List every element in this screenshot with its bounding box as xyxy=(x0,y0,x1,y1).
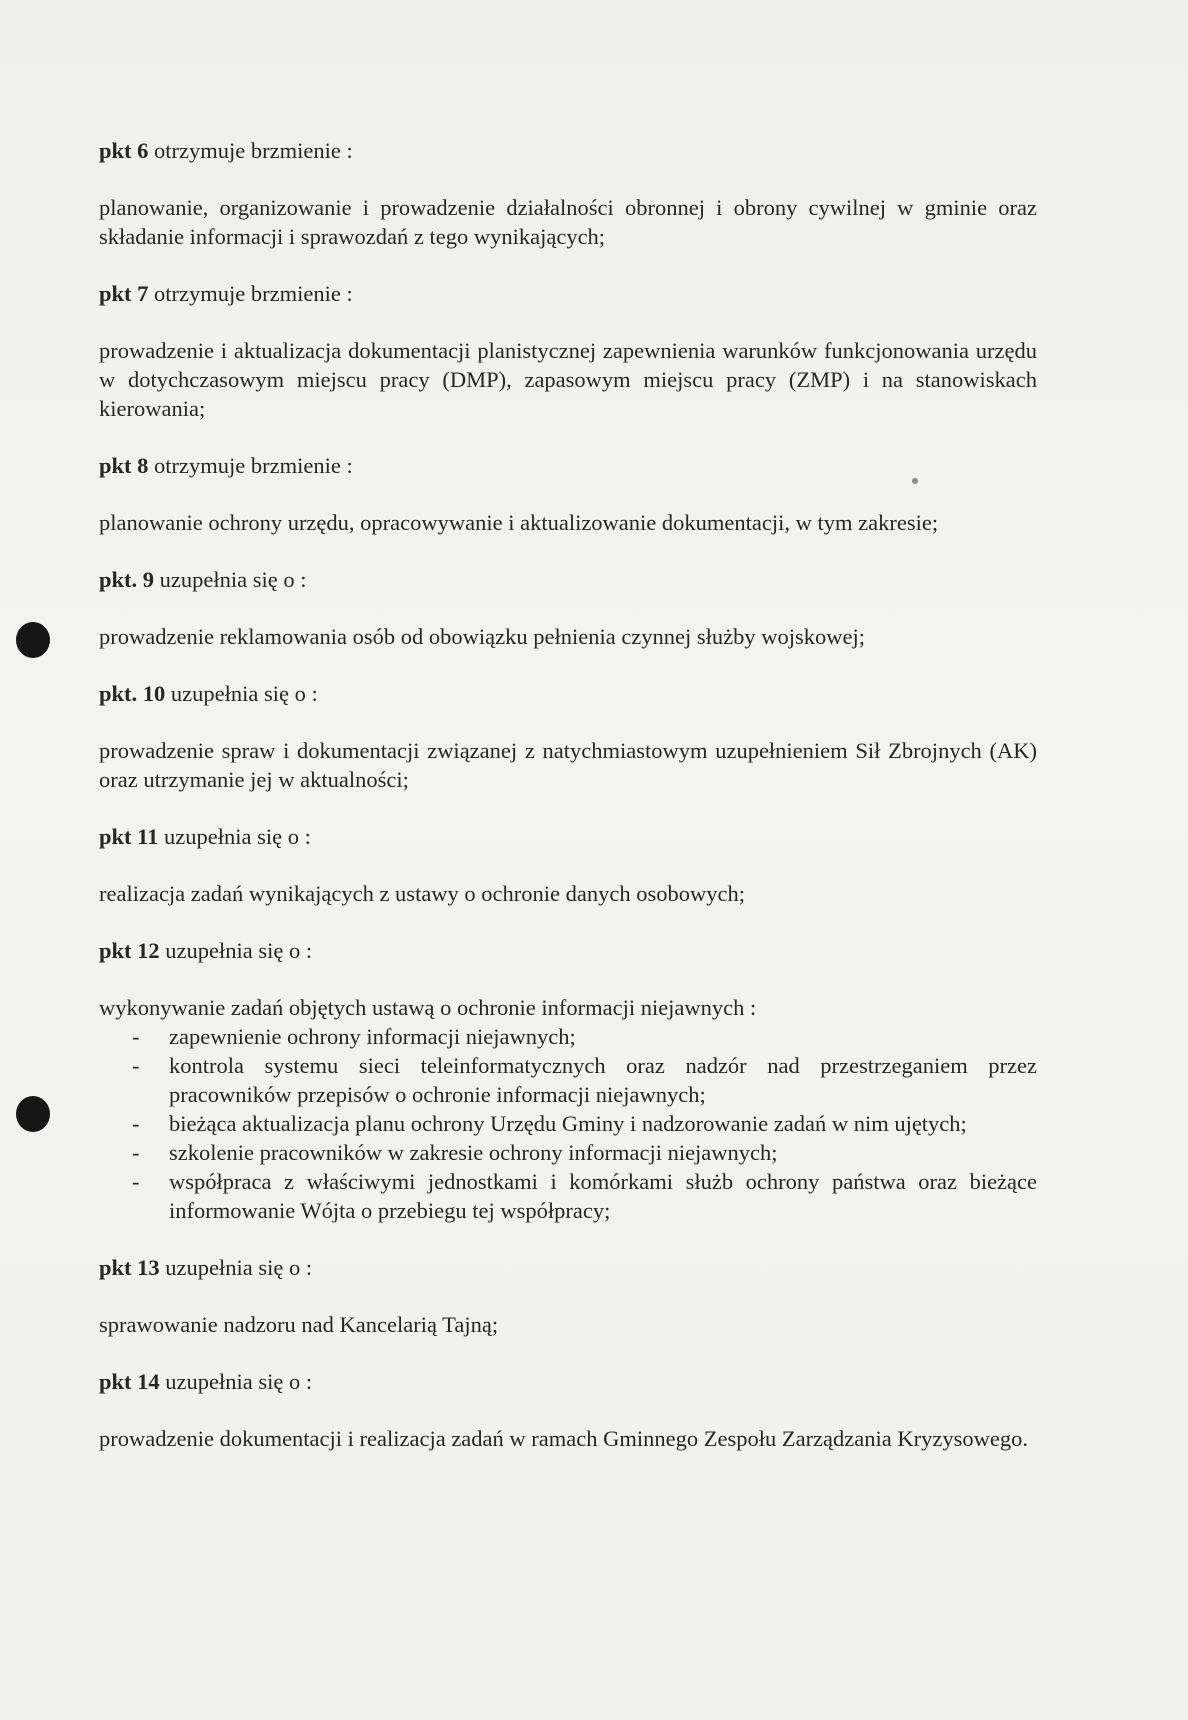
section-number: pkt 8 xyxy=(99,453,149,478)
section-number: pkt 7 xyxy=(99,281,149,306)
section-heading xyxy=(99,1253,1037,1282)
section-heading xyxy=(99,565,1037,594)
list-dash: - xyxy=(132,1169,140,1194)
section-heading xyxy=(99,136,1037,165)
section-heading xyxy=(99,822,1037,851)
section-action: uzupełnia się o : xyxy=(165,1255,313,1280)
section-text: prowadzenie dokumentacji i realizacja zadań w ramach Gminnego Zespołu Zarządzania Kryzysowego. xyxy=(99,1426,1028,1451)
list-item xyxy=(99,1109,1037,1138)
section-number: pkt 13 xyxy=(99,1255,160,1280)
section-action: uzupełnia się o : xyxy=(164,824,311,849)
punch-hole-bottom xyxy=(16,1096,50,1132)
section-text: prowadzenie reklamowania osób od obowiązku pełnienia czynnej służby wojskowej; xyxy=(99,624,866,649)
section-text: prowadzenie spraw i dokumentacji związanej z natychmiastowym uzupełnieniem Sił Zbrojnych (AK) oraz utrzymanie jej w aktualności; xyxy=(99,738,1037,792)
section-heading xyxy=(99,279,1037,308)
section-action: uzupełnia się o : xyxy=(170,681,318,706)
list-item xyxy=(99,1138,1037,1167)
section-text: prowadzenie i aktualizacja dokumentacji planistycznej zapewnienia warunków funkcjonowania urzędu w dotychczasowym miejscu pracy (DMP), zapasowym miejscu pracy (ZMP) i na stanowiskach kierowania; xyxy=(99,338,1037,421)
section-number: pkt 12 xyxy=(99,938,160,963)
section-text: planowanie ochrony urzędu, opracowywanie i aktualizowanie dokumentacji, w tym zakresie; xyxy=(99,510,939,535)
list-dash: - xyxy=(132,1111,140,1136)
list-item-text: zapewnienie ochrony informacji niejawnych; xyxy=(169,1024,576,1049)
section-number: pkt 6 xyxy=(99,138,149,163)
section-number: pkt. 10 xyxy=(99,681,166,706)
section-number: pkt 14 xyxy=(99,1369,160,1394)
task-list xyxy=(99,1022,1037,1225)
section-text: realizacja zadań wynikających z ustawy o ochronie danych osobowych; xyxy=(99,881,745,906)
list-dash: - xyxy=(132,1140,140,1165)
punch-hole-top xyxy=(16,622,50,658)
section-action: otrzymuje brzmienie : xyxy=(154,453,353,478)
list-item xyxy=(99,1051,1037,1109)
list-item-text: szkolenie pracowników w zakresie ochrony informacji niejawnych; xyxy=(169,1140,778,1165)
section-action: uzupełnia się o : xyxy=(165,938,313,963)
list-dash: - xyxy=(132,1053,140,1078)
list-item xyxy=(99,1022,1037,1051)
section-action: otrzymuje brzmienie : xyxy=(154,281,353,306)
section-text: sprawowanie nadzoru nad Kancelarią Tajną; xyxy=(99,1312,499,1337)
list-item-text: współpraca z właściwymi jednostkami i komórkami służb ochrony państwa oraz bieżące informowanie Wójta o przebiegu tej współpracy; xyxy=(169,1169,1037,1223)
section-heading xyxy=(99,679,1037,708)
list-item-text: bieżąca aktualizacja planu ochrony Urzędu Gminy i nadzorowanie zadań w nim ujętych; xyxy=(169,1111,967,1136)
document-body xyxy=(99,136,1037,1481)
list-dash: - xyxy=(132,1024,140,1049)
section-action: uzupełnia się o : xyxy=(165,1369,313,1394)
section-action: uzupełnia się o : xyxy=(159,567,307,592)
list-item xyxy=(99,1167,1037,1225)
section-heading xyxy=(99,936,1037,965)
section-heading xyxy=(99,451,1037,480)
section-text: planowanie, organizowanie i prowadzenie działalności obronnej i obrony cywilnej w gminie oraz składanie informacji i sprawozdań z tego wynikających; xyxy=(99,195,1037,249)
section-number: pkt. 9 xyxy=(99,567,155,592)
section-intro: wykonywanie zadań objętych ustawą o ochronie informacji niejawnych : xyxy=(99,995,757,1020)
section-action: otrzymuje brzmienie : xyxy=(154,138,353,163)
section-number: pkt 11 xyxy=(99,824,159,849)
section-heading xyxy=(99,1367,1037,1396)
list-item-text: kontrola systemu sieci teleinformatycznych oraz nadzór nad przestrzeganiem przez pracowników przepisów o ochronie informacji niejawnych; xyxy=(169,1053,1037,1107)
